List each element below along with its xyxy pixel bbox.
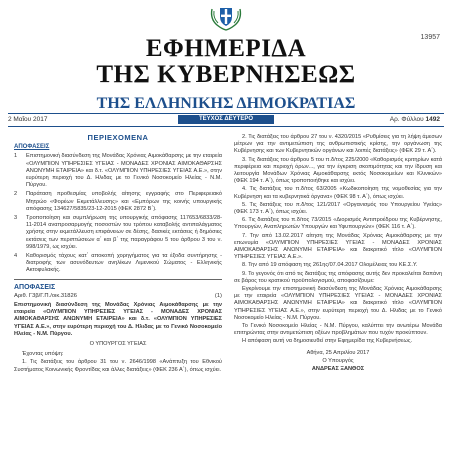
left-column xyxy=(14,134,222,375)
sheet-label: Αρ. Φύλλου xyxy=(389,116,424,123)
toc-item-text: Τροποποίηση και συμπλήρωση της υπουργικής απόφασης 117653/6833/28-11-2014 αναπροσαρμογής ποσοστών του τρόπου καταβολής αντιπαλάγματος χρήσης στην εκμετάλλευση επιφάνειων σε δέσης, δασικές εκτάσεις ή δημόσιες εκτάσεις των περιπτώσεων α΄ και β΄ της παραγράφου 5 του άρθρου 3 του ν. 998/1979, ως ισχύει. xyxy=(26,215,222,250)
decision-paragraph: 1. Τις διατάξεις του άρθρου 31 του ν. 2646/1998 «Ανάπτυξη του Εθνικού Συστήματος Κοινωνικής Φροντίδας και άλλες διατάξεις» (ΦΕΚ 236 Α΄), όπως ισχύει. xyxy=(14,359,222,373)
decisions-section-title: ΑΠΟΦΑΣΕΙΣ xyxy=(14,283,56,291)
decision-title: Επιστημονική διασύνδεση της Μονάδας Χρόνιας Αιμοκάθαρσης με την εταιρεία «ΟΛΥΜΠΙΟΝ ΥΠΗΡΕΣΙΕΣ ΥΓΕΙΑΣ - ΜΟΝΑΔΕΣ ΧΡΟΝΙΑΣ ΑΙΜΟΚΑΘΑΡΣΗΣ ΑΝΩΝΥΜΗ ΕΤΑΙΡΕΙΑ» και δ.τ. «ΟΛΥΜΠΙΟΝ ΥΠΗΡΕΣΙΕΣ ΥΓΕΙΑΣ Α.Ε.», στην ευρύτερη περιοχή του Δ. Ηλιδας με το Γενικό Νοσοκομείο Ηλείας - Ν.Μ. Πύργου. xyxy=(14,302,222,337)
toc-item-text: Καθορισμός τάχους κατ΄ αποκοπή χορηγήματος για τα έξοδα συντήρησης - διατροφής των ασυνόδευτων ανηλίκων Λιμενικού Σώματος - Ελληνικής Ακτοφυλακής. xyxy=(26,253,222,274)
contents-title: ΠΕΡΙΕΧΟΜΕΝΑ xyxy=(87,133,149,142)
toc-item-text: Παράταση προθεσμίας υποβολής αίτησης εγγραφής στο Περιφερειακό Μητρώο «Φορέων Εκμετάλλευσης» και «Εμπόρων της κοινής υπουργικής απόφασης 134627/5835/23-12-2015 (ΦΕΚ 2872 Β΄). xyxy=(26,191,222,212)
toc-item-number: 3 xyxy=(14,215,18,222)
minister-heading: Ο ΥΠΟΥΡΓΟΣ ΥΓΕΙΑΣ xyxy=(89,341,147,348)
signature-name: ΑΝΔΡΕΑΣ ΞΑΝΘΟΣ xyxy=(311,366,365,373)
decision-ref-code: Αριθ. Γ3β/Γ.Π./οικ.31826 xyxy=(14,292,77,299)
decision-paragraph: 6. Τις διατάξεις του π.δ/τος 73/2015 «Διορισμός Αντιπροέδρου της Κυβέρνησης, Υπουργών, Αναπληρωτών Υπουργών και Υφυπουργών» (ΦΕΚ 116 τ. Α΄). xyxy=(234,217,442,231)
greek-coat-of-arms-icon xyxy=(208,3,244,31)
decisions-label: ΑΠΟΦΑΣΕΙΣ xyxy=(14,144,50,151)
toc-item[interactable] xyxy=(14,215,222,251)
section-divider xyxy=(14,279,222,280)
toc-item[interactable] xyxy=(14,253,222,275)
issue-series-badge: ΤΕΥΧΟΣ ΔΕΥΤΕΡΟ xyxy=(178,115,274,124)
toc-item-text: Επιστημονική διασύνδεση της Μονάδας Χρόνιας Αιμοκάθαρσης με την εταιρεία «ΟΛΥΜΠΙΟΝ ΥΠΗΡΕΣΙΕΣ ΥΓΕΙΑΣ - ΜΟΝΑΔΕΣ ΧΡΟΝΙΑΣ ΑΙΜΟΚΑΘΑΡΣΗΣ ΑΝΩΝΥΜΗ ΕΤΑΙΡΕΙΑ» και δ.τ. «ΟΛΥΜΠΙΟΝ ΥΠΗΡΕΣΙΕΣ ΥΓΕΙΑΣ Α.Ε.», στην ευρύτερη περιοχή του Δ. Ηλιδας με το Γενικό Νοσοκομείο Ηλείας - Ν.Μ. Πύργου. xyxy=(26,153,222,189)
right-column xyxy=(234,134,442,373)
decision-paragraph: 2. Τις διατάξεις του άρθρου 27 του ν. 4320/2015 «Ρυθμίσεις για τη λήψη άμεσων μέτρων για την αντιμετώπιση της ανθρωπιστικής κρίσης, την οργάνωση της Κυβέρνησης και των Κυβερνητικών οργάνων και λοιπές διατάξεις» (ΦΕΚ 29 τ. Α΄). xyxy=(234,134,442,155)
header-top-rule xyxy=(8,113,444,114)
decision-paragraph: 3. Τις διατάξεις του άρθρου 5 του π.δ/τος 225/2000 «Καθορισμός κριτηρίων κατά περιφέρεια και περιοχή όρων..., για την έγκριση σκοπιμότητας και την ίδρυση και λειτουργία Μονάδων Χρόνιας Αιμοκάθαρσης εκτός Νοσοκομείων και Κλινικών» (ΦΕΚ 194 τ. Α΄), όπως τροποποιήθηκε και ισχύει. xyxy=(234,156,442,185)
toc-item-number: 4 xyxy=(14,253,18,260)
signature-role: Ο Υπουργός xyxy=(322,357,354,364)
gazette-title-line1: ΕΦΗΜΕΡΙΔΑ xyxy=(145,35,307,62)
signature-place-date: Αθήνα, 25 Απριλίου 2017 xyxy=(306,349,370,356)
decision-paragraph: Εγκρίνουμε την επιστημονική διασύνδεση της Μονάδας Χρόνιας Αιμοκάθαρσης με την εταιρεία «ΟΛΥΜΠΙΟΝ ΥΠΗΡΕΣΙΕΣ ΥΓΕΙΑΣ - ΜΟΝΑΔΕΣ ΧΡΟΝΙΑΣ ΑΙΜΟΚΑΘΑΡΣΗΣ ΑΝΩΝΥΜΗ ΕΤΑΙΡΕΙΑ» και διακριτικό τίτλο «ΟΛΥΜΠΙΟΝ ΥΠΗΡΕΣΙΕΣ ΥΓΕΙΑΣ Α.Ε.», στην ευρύτερη περιοχή του Δ. Ηλιδας με το Γενικό Νοσοκομείο Ηλείας - Ν.Μ. Πύργου. xyxy=(234,286,442,321)
having-regard-intro: Έχοντας υπόψη: xyxy=(22,351,64,358)
toc-item-number: 1 xyxy=(14,153,18,160)
sheet-value: 1492 xyxy=(425,116,440,123)
decision-paragraph: 7. Την από 13.02.2017 αίτηση της Μονάδας Χρόνιας Αιμοκάθαρσης με την επωνυμία «ΟΛΥΜΠΙΟΝ ΥΠΗΡΕΣΙΕΣ ΥΓΕΙΑΣ - ΜΟΝΑΔΕΣ ΧΡΟΝΙΑΣ ΑΙΜΟΚΑΘΑΡΣΗΣ ΑΝΩΝΥΜΗ ΕΤΑΙΡΕΙΑ» και διακριτικό τίτλο «ΟΛΥΜΠΙΟΝ ΥΠΗΡΕΣΙΕΣ ΥΓΕΙΑΣ Α.Ε.». xyxy=(234,232,442,261)
decision-paragraph: Το Γενικό Νοσοκομείο Ηλείας - Ν.Μ. Πύργου, καλύπτει την ανωτέρω Μονάδα επιτηρώντας στην αντιμετώπιση οξέων προβλημάτων που τυχόν προκύπτουν. xyxy=(234,323,442,337)
issue-date: 2 Μαΐου 2017 xyxy=(8,116,48,123)
toc-item[interactable] xyxy=(14,153,222,189)
toc-item[interactable] xyxy=(14,191,222,213)
sheet-number xyxy=(390,116,440,123)
decision-paragraph: 9. Το γεγονός ότι από τις διατάξεις της απόφασης αυτής δεν προκαλείται δαπάνη σε βάρος του κρατικού προϋπολογισμού, αποφασίζουμε: xyxy=(234,270,442,284)
decision-reference xyxy=(14,293,222,300)
decision-ref-number: (1) xyxy=(214,292,222,299)
decision-paragraph: 4. Τις διατάξεις του π.δ/τος 63/2005 «Κωδικοποίηση της νομοθεσίας για την Κυβέρνηση και τα κυβερνητικά όργανα» (ΦΕΚ 98 τ. Α΄), όπως ισχύει. xyxy=(234,186,442,200)
toc-item-number: 2 xyxy=(14,191,18,198)
document-number: 13957 xyxy=(420,34,440,41)
decision-paragraph: 8. Την από 19 απόφαση της 261ης/07.04.2017 Ολομέλειας του ΚΕ.Σ.Υ. xyxy=(242,262,418,269)
gazette-title-line2: ΤΗΣ ΚΥΒΕΡΝΗΣΕΩΣ xyxy=(96,61,356,88)
header-bottom-rule xyxy=(8,126,444,127)
decision-paragraph: 5. Τις διατάξεις του π.δ/τος 121/2017 «Οργανισμός του Υπουργείου Υγείας» (ΦΕΚ 173 τ. Α΄), όπως ισχύει. xyxy=(234,201,442,216)
gazette-subtitle: ΤΗΣ ΕΛΛΗΝΙΚΗΣ ΔΗΜΟΚΡΑΤΙΑΣ xyxy=(96,95,356,112)
decision-paragraph: Η απόφαση αυτή να δημοσιευθεί στην Εφημερίδα της Κυβερνήσεως. xyxy=(242,338,413,345)
